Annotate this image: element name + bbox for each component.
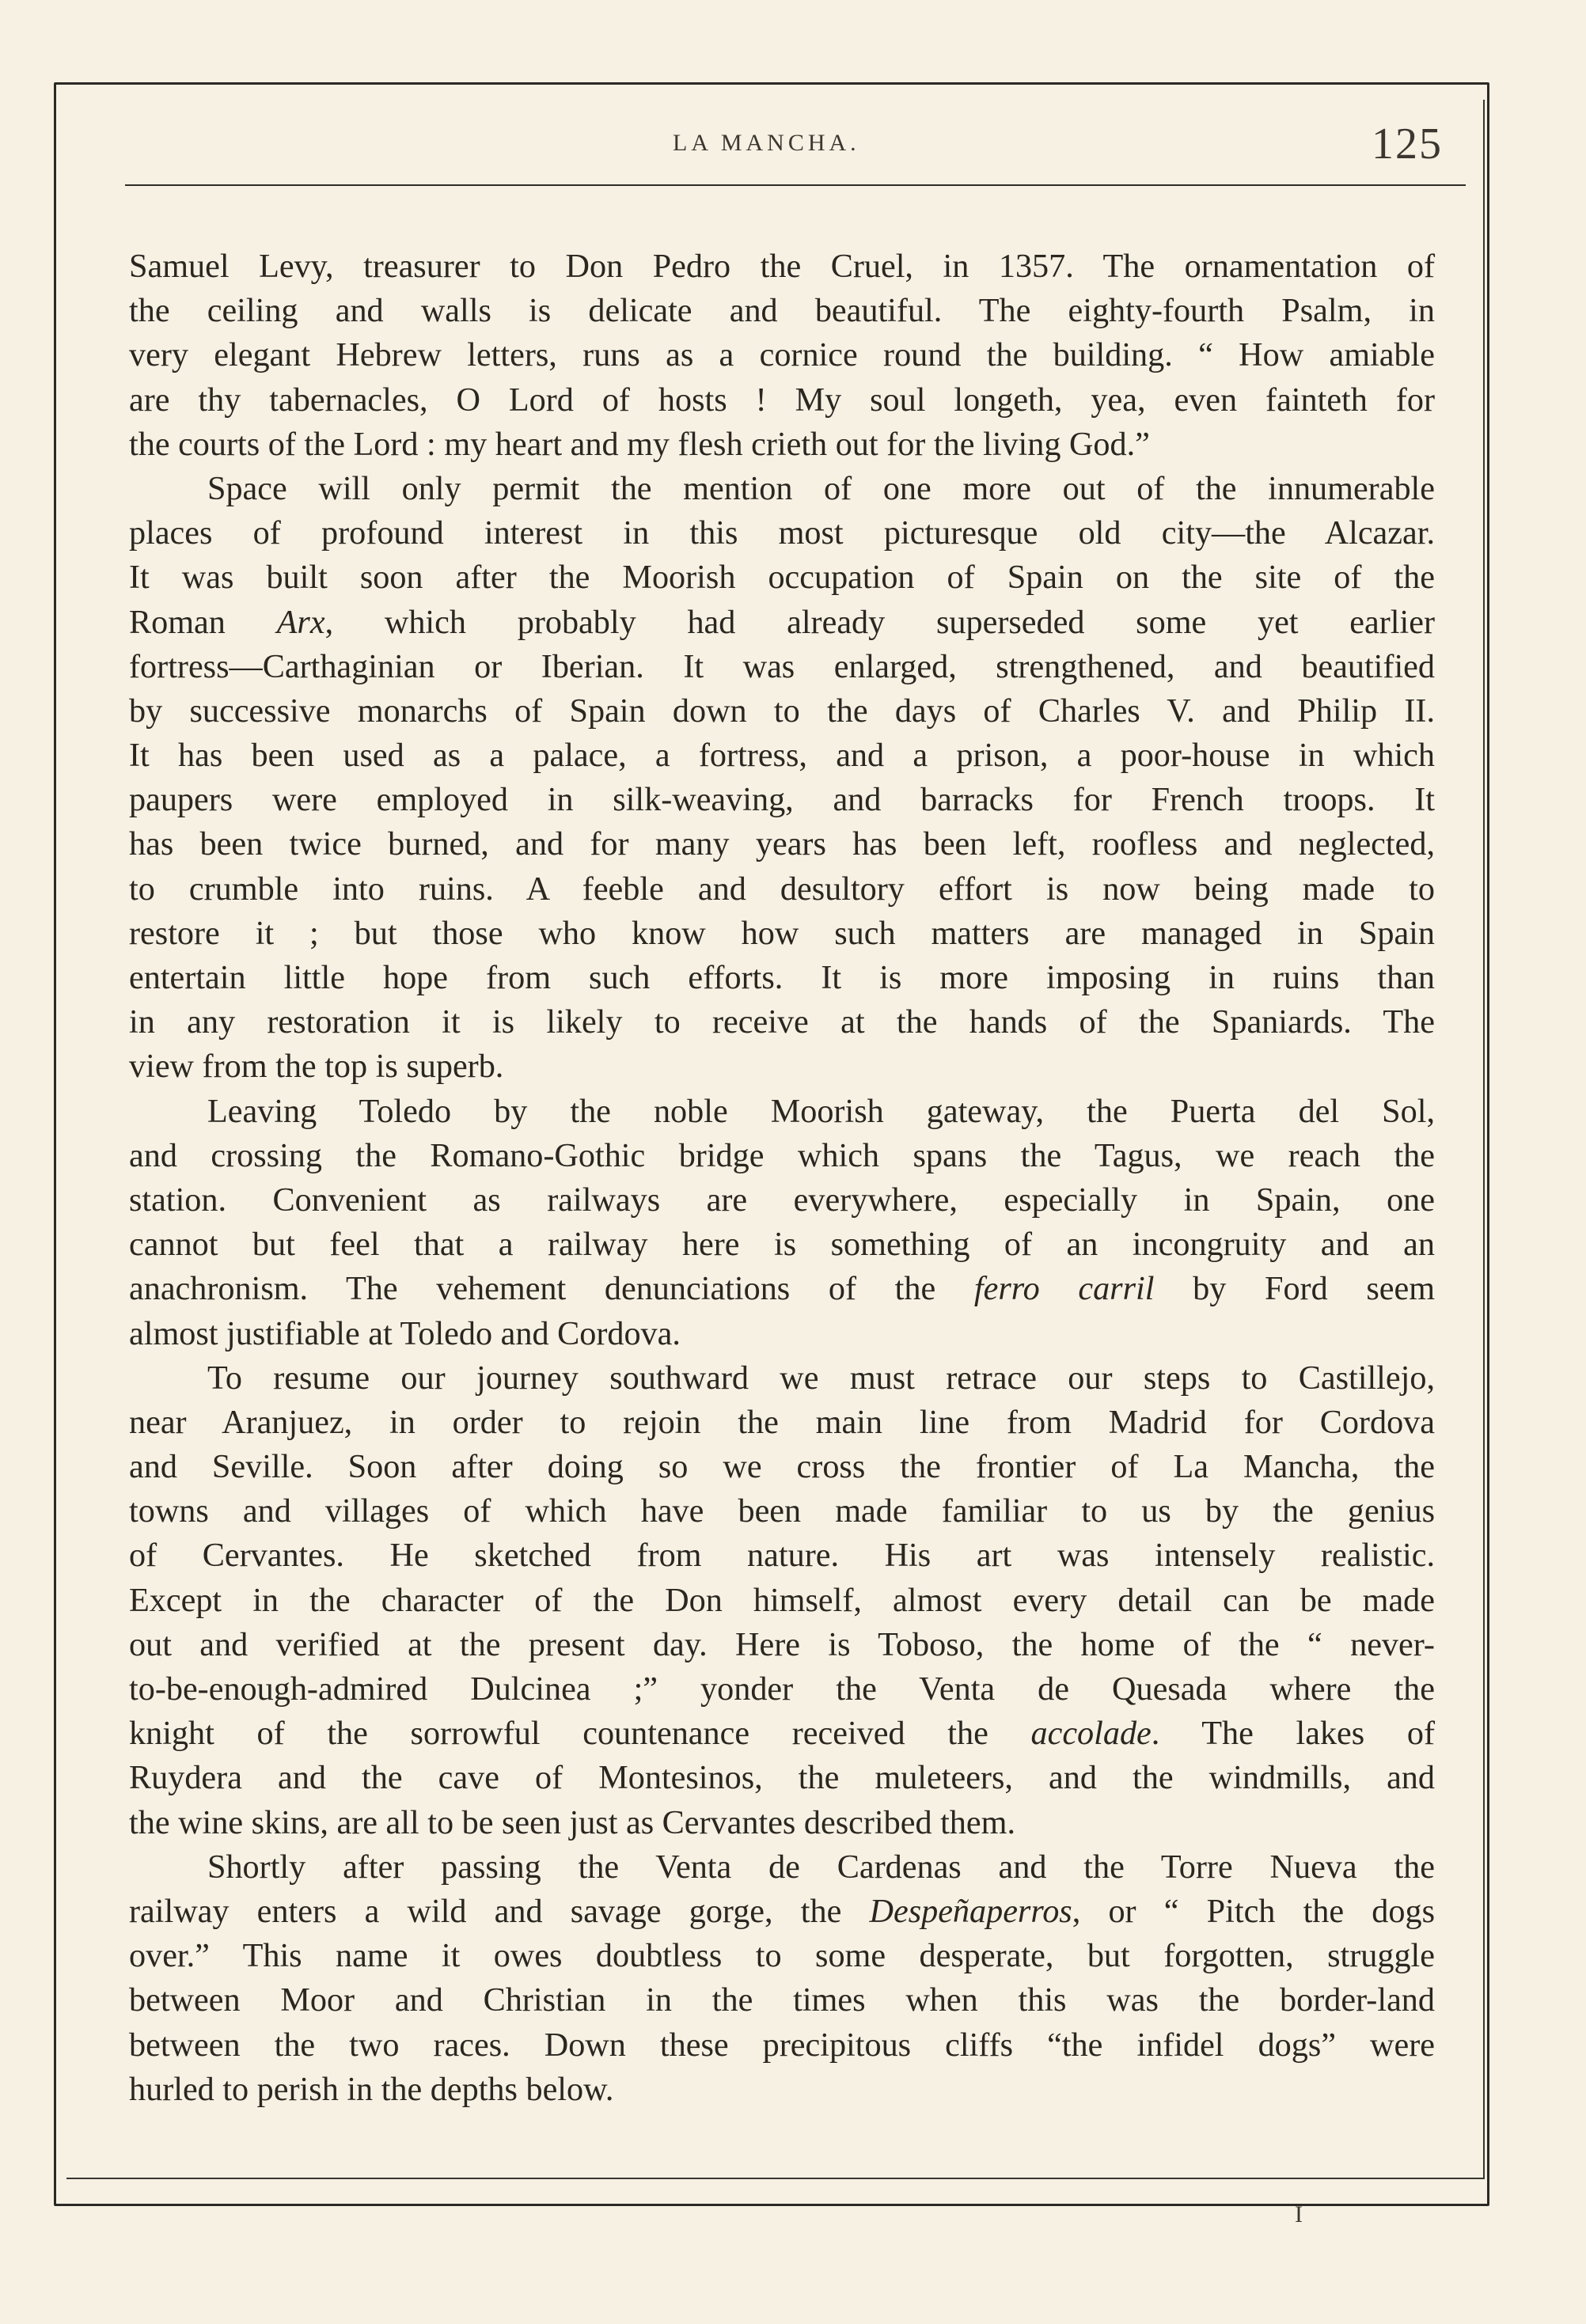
text-line: places of profound interest in this most picturesque old city—the Alcazar. (129, 514, 1435, 552)
text-fragment: , or “ Pitch the dogs (1072, 1892, 1436, 1930)
header-rule (125, 184, 1466, 186)
text-line: Except in the character of the Don himself, almost every detail can be made (129, 1581, 1435, 1619)
text-line: Space will only permit the mention of one more out of the innumerable (207, 469, 1435, 507)
text-line: out and verified at the present day. Here is Toboso, the home of the “ never- (129, 1625, 1435, 1663)
text-line: to crumble into ruins. A feeble and desultory effort is now being made to (129, 870, 1435, 908)
text-line: station. Convenient as railways are everywhere, especially in Spain, one (129, 1181, 1435, 1219)
page-border-inner-right (1483, 100, 1485, 2179)
running-head: LA MANCHA. (673, 130, 860, 156)
text-line: by successive monarchs of Spain down to the days of Charles V. and Philip II. (129, 692, 1435, 730)
text-line: entertain little hope from such efforts. It is more imposing in ruins than (129, 959, 1435, 996)
text-line: over.” This name it owes doubtless to some desperate, but forgotten, struggle (129, 1937, 1435, 1975)
text-line: very elegant Hebrew letters, runs as a cornice round the building. “ How amiable (129, 336, 1435, 374)
text-fragment: by Ford seem (1193, 1270, 1436, 1308)
text-line: Shortly after passing the Venta de Cardenas and the Torre Nueva the (207, 1848, 1435, 1886)
text-line: towns and villages of which have been made familiar to us by the genius (129, 1492, 1435, 1530)
text-line (129, 1267, 1435, 1311)
text-line: fortress—Carthaginian or Iberian. It was enlarged, strengthened, and beautified (129, 647, 1435, 685)
italic-term-despenaperros: Despeñaperros (869, 1892, 1072, 1930)
text-line: the courts of the Lord : my heart and my flesh crieth out for the living God.” (129, 425, 1150, 463)
text-line: the wine skins, are all to be seen just as Cervantes described them. (129, 1803, 1015, 1841)
text-line (129, 601, 1435, 645)
text-line: the ceiling and walls is delicate and beautiful. The eighty-fourth Psalm, in (129, 292, 1435, 330)
text-line: in any restoration it is likely to receive at the hands of the Spaniards. The (129, 1003, 1435, 1041)
text-line (129, 1890, 1435, 1934)
italic-term-arx: Arx (276, 603, 325, 641)
page-number: 125 (1372, 119, 1443, 169)
text-line: Leaving Toledo by the noble Moorish gateway, the Puerta del Sol, (207, 1092, 1435, 1130)
text-line: view from the top is superb. (129, 1048, 504, 1086)
text-line: to-be-enough-admired Dulcinea ;” yonder the Venta de Quesada where the (129, 1670, 1435, 1708)
text-line: of Cervantes. He sketched from nature. His art was intensely realistic. (129, 1537, 1435, 1575)
text-line: To resume our journey southward we must retrace our steps to Castillejo, (207, 1359, 1435, 1397)
signature-mark: I (1295, 2201, 1303, 2227)
text-line: and Seville. Soon after doing so we cross the frontier of La Mancha, the (129, 1448, 1435, 1486)
text-fragment: anachronism. The vehement denunciations of the (129, 1270, 936, 1308)
text-line: and crossing the Romano-Gothic bridge which spans the Tagus, we reach the (129, 1136, 1435, 1174)
text-line: almost justifiable at Toledo and Cordova. (129, 1314, 681, 1352)
text-line: restore it ; but those who know how such matters are managed in Spain (129, 914, 1435, 952)
text-fragment: knight of the sorrowful countenance received the (129, 1715, 988, 1753)
text-line: hurled to perish in the depths below. (129, 2070, 614, 2108)
text-line: between Moor and Christian in the times when this was the border-land (129, 1981, 1435, 2019)
text-line: cannot but feel that a railway here is something of an incongruity and an (129, 1226, 1435, 1264)
italic-term-accolade: accolade (1030, 1715, 1152, 1753)
text-line (129, 1712, 1435, 1756)
text-line: It was built soon after the Moorish occupation of Spain on the site of the (129, 559, 1435, 597)
text-line: has been twice burned, and for many years has been left, roofless and neglected, (129, 825, 1435, 863)
text-line: Samuel Levy, treasurer to Don Pedro the Cruel, in 1357. The ornamentation of (129, 248, 1435, 285)
text-line: Ruydera and the cave of Montesinos, the muleteers, and the windmills, and (129, 1759, 1435, 1797)
page-border-inner-bottom (66, 2178, 1485, 2179)
text-fragment: . The lakes of (1151, 1715, 1436, 1753)
text-line: near Aranjuez, in order to rejoin the main line from Madrid for Cordova (129, 1403, 1435, 1441)
italic-term-ferro-carril: ferro carril (973, 1270, 1155, 1308)
body-text (129, 245, 1435, 2112)
text-line: paupers were employed in silk-weaving, and barracks for French troops. It (129, 781, 1435, 819)
text-fragment: Roman (129, 603, 226, 641)
text-line: between the two races. Down these precipitous cliffs “the infidel dogs” were (129, 2026, 1435, 2064)
text-line: are thy tabernacles, O Lord of hosts ! My soul longeth, yea, even fainteth for (129, 381, 1435, 419)
text-fragment: railway enters a wild and savage gorge, the (129, 1892, 842, 1930)
text-fragment: , which probably had already superseded some yet earlier (324, 603, 1435, 641)
text-line: It has been used as a palace, a fortress, and a prison, a poor-house in which (129, 737, 1435, 775)
